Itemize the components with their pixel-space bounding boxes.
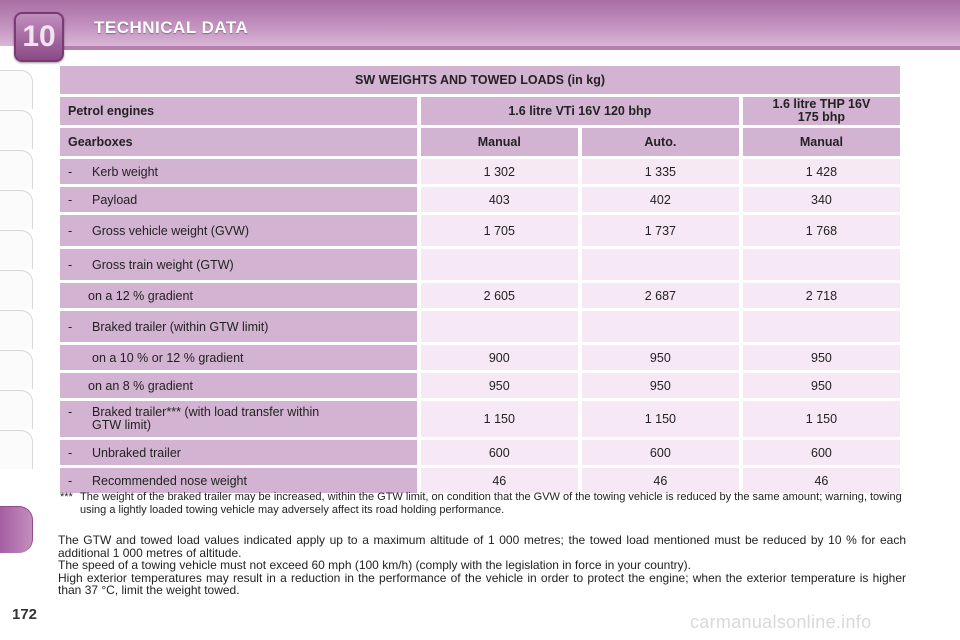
table-cell xyxy=(421,311,578,342)
row-label xyxy=(60,373,417,398)
table-row xyxy=(60,249,900,280)
table-cell: 402 xyxy=(582,187,739,212)
chapter-tab[interactable] xyxy=(0,430,33,469)
table-cell: 950 xyxy=(582,373,739,398)
engines-label: Petrol engines xyxy=(60,97,417,125)
table-cell: 2 687 xyxy=(582,283,739,308)
engine-2-header xyxy=(743,97,900,125)
row-label-text: Gross vehicle weight (GVW) xyxy=(92,223,249,238)
table-cell: 950 xyxy=(582,345,739,370)
table-cell: 340 xyxy=(743,187,900,212)
footnote xyxy=(60,491,906,517)
table-row xyxy=(60,373,900,398)
chapter-tab[interactable] xyxy=(0,350,33,389)
chapter-tab[interactable] xyxy=(0,190,33,229)
chapter-tab[interactable] xyxy=(0,230,33,269)
table-cell xyxy=(743,311,900,342)
table-cell: 950 xyxy=(743,345,900,370)
gearbox-header: Manual xyxy=(743,128,900,156)
table-cell: 1 335 xyxy=(582,159,739,184)
table-cell xyxy=(743,249,900,280)
row-label xyxy=(60,215,417,246)
row-dash: - xyxy=(68,473,73,488)
table-cell: 46 xyxy=(421,468,578,493)
row-dash: - xyxy=(68,164,73,179)
table-row xyxy=(60,311,900,342)
row-label xyxy=(60,440,417,465)
row-dash: - xyxy=(68,445,73,460)
chapter-tab-active[interactable] xyxy=(0,506,33,553)
row-label-text: Braked trailer (within GTW limit) xyxy=(92,319,269,334)
row-label-line: GTW limit) xyxy=(92,418,152,432)
row-dash: - xyxy=(68,405,73,419)
table-row xyxy=(60,440,900,465)
chapter-tab[interactable] xyxy=(0,270,33,309)
row-dash: - xyxy=(68,257,73,272)
row-label xyxy=(60,249,417,280)
table-cell: 46 xyxy=(582,468,739,493)
engine-2-line1: 1.6 litre THP 16V xyxy=(772,97,871,111)
gearboxes-label: Gearboxes xyxy=(60,128,417,156)
chapter-tab[interactable] xyxy=(0,110,33,149)
table-cell: 2 718 xyxy=(743,283,900,308)
table-cell: 403 xyxy=(421,187,578,212)
table-cell: 1 150 xyxy=(582,401,739,437)
chapter-tab[interactable] xyxy=(0,150,33,189)
table-cell xyxy=(421,249,578,280)
chapter-tab[interactable] xyxy=(0,310,33,349)
table-cell: 950 xyxy=(421,373,578,398)
page-number: 172 xyxy=(12,606,38,623)
table-row xyxy=(60,215,900,246)
row-label-text: Recommended nose weight xyxy=(92,473,247,488)
chapter-title: TECHNICAL DATA xyxy=(94,18,249,37)
row-label-text: Payload xyxy=(92,192,138,207)
table-cell: 1 768 xyxy=(743,215,900,246)
table-cell: 600 xyxy=(421,440,578,465)
table-cell: 600 xyxy=(582,440,739,465)
table-cell: 1 150 xyxy=(743,401,900,437)
row-label-text: Kerb weight xyxy=(92,164,159,179)
row-label xyxy=(60,187,417,212)
table-cell: 1 737 xyxy=(582,215,739,246)
note-paragraph: The speed of a towing vehicle must not exceed 60 mph (100 km/h) (comply with the legislation in force in your country). xyxy=(58,558,691,573)
row-label xyxy=(60,159,417,184)
chapter-tab[interactable] xyxy=(0,70,33,109)
note-paragraph: High exterior temperatures may result in a reduction in the performance of the vehicle in order to protect the engine; when the exterior temperature is higher than 37 °C, limit the weight towed. xyxy=(58,570,906,598)
table-row xyxy=(60,159,900,184)
row-label xyxy=(60,345,417,370)
row-label-text xyxy=(92,406,319,432)
row-label xyxy=(60,468,417,493)
row-label-text: on a 10 % or 12 % gradient xyxy=(92,350,244,365)
row-dash: - xyxy=(68,192,73,207)
chapter-tabs xyxy=(0,70,32,570)
table-cell: 46 xyxy=(743,468,900,493)
table-cell: 1 705 xyxy=(421,215,578,246)
table-cell: 1 428 xyxy=(743,159,900,184)
row-label xyxy=(60,283,417,308)
table-row xyxy=(60,468,900,493)
footnote-text: The weight of the braked trailer may be increased, within the GTW limit, on condition that the GVW of the towing vehicle is reduced by the same amount; warning, towing using a lightly loaded towing vehicle may adversely affect its road holding performance. xyxy=(80,491,902,516)
header-divider xyxy=(60,46,960,50)
row-dash: - xyxy=(68,223,73,238)
weights-table xyxy=(56,63,904,496)
row-label-text: Gross train weight (GTW) xyxy=(92,257,234,272)
row-label-text: on an 8 % gradient xyxy=(88,378,193,393)
row-label xyxy=(60,401,417,437)
row-label-line: Braked trailer*** (with load transfer within xyxy=(92,405,320,419)
chapter-tab[interactable] xyxy=(0,390,33,429)
table-cell xyxy=(582,249,739,280)
gearbox-header: Auto. xyxy=(582,128,739,156)
table-cell: 900 xyxy=(421,345,578,370)
table-row xyxy=(60,283,900,308)
table-cell: 950 xyxy=(743,373,900,398)
notes-text xyxy=(58,534,906,597)
watermark: carmanualsonline.info xyxy=(690,612,872,632)
row-label-text: Unbraked trailer xyxy=(92,445,181,460)
table-cell: 1 302 xyxy=(421,159,578,184)
row-label xyxy=(60,311,417,342)
engine-2-line2: 175 bhp xyxy=(797,110,846,124)
table-row xyxy=(60,401,900,437)
table-cell: 2 605 xyxy=(421,283,578,308)
table-cell: 600 xyxy=(743,440,900,465)
row-dash: - xyxy=(68,319,73,334)
row-label-text: on a 12 % gradient xyxy=(88,288,193,303)
footnote-marker: *** xyxy=(60,491,73,503)
table-cell: 1 150 xyxy=(421,401,578,437)
table-title: SW WEIGHTS AND TOWED LOADS (in kg) xyxy=(60,66,900,94)
table-cell xyxy=(582,311,739,342)
chapter-number-badge: 10 xyxy=(14,12,64,62)
gearbox-header: Manual xyxy=(421,128,578,156)
engine-1-header: 1.6 litre VTi 16V 120 bhp xyxy=(421,97,739,125)
table-row xyxy=(60,345,900,370)
note-paragraph: The GTW and towed load values indicated apply up to a maximum altitude of 1 000 metres; the towed load mentioned must be reduced by 10 % for each additional 1 000 metres of altitude. xyxy=(58,533,906,560)
table-row xyxy=(60,187,900,212)
